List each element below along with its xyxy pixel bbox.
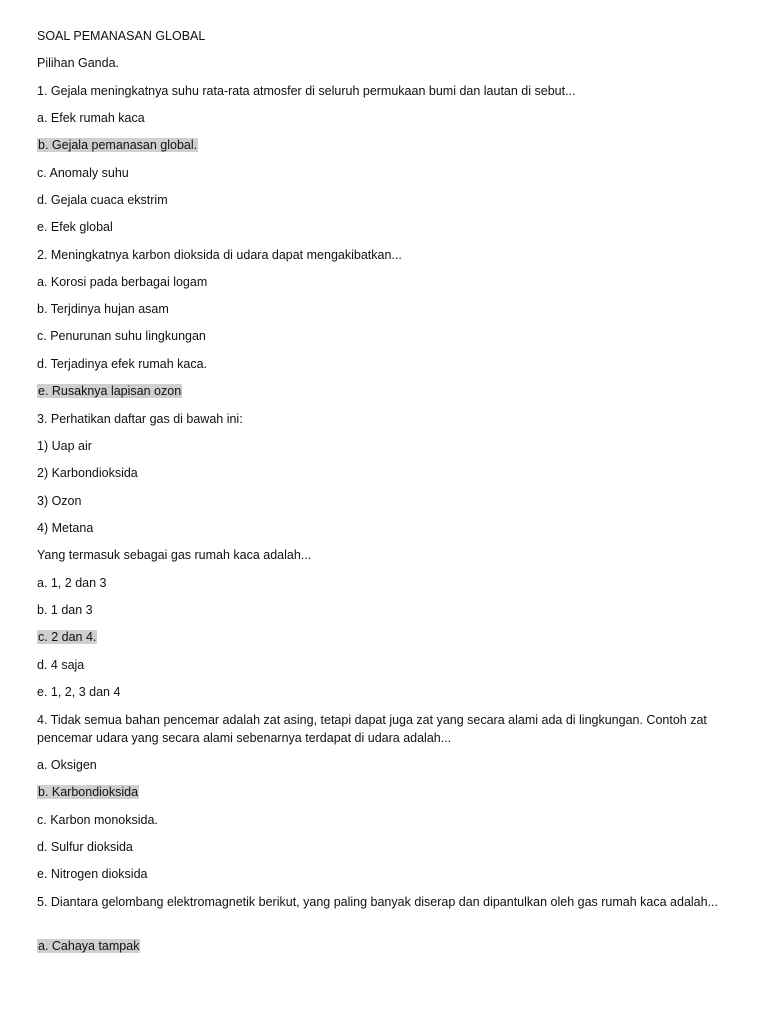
q3-prompt: Yang termasuk sebagai gas rumah kaca adalah... bbox=[37, 548, 312, 562]
question-2: 2. Meningkatnya karbon dioksida di udara dapat mengakibatkan... bbox=[37, 248, 402, 262]
q3-option-c-highlighted bbox=[37, 628, 97, 646]
q3-option-b: b. 1 dan 3 bbox=[37, 603, 93, 617]
q3-item-2: 2) Karbondioksida bbox=[37, 466, 138, 480]
q4-option-a: a. Oksigen bbox=[37, 758, 97, 772]
q1-option-c: c. Anomaly suhu bbox=[37, 166, 129, 180]
answer-highlight: a. Cahaya tampak bbox=[38, 939, 140, 953]
question-4: 4. Tidak semua bahan pencemar adalah zat asing, tetapi dapat juga zat yang secara alami ada di lingkungan. Contoh zat pencemar udara yang secara alami sebenarnya terdapat di udara adalah... bbox=[37, 713, 707, 745]
q3-item-4: 4) Metana bbox=[37, 521, 94, 535]
answer-highlight: c. 2 dan 4. bbox=[38, 630, 97, 644]
q3-option-a: a. 1, 2 dan 3 bbox=[37, 576, 107, 590]
question-5: 5. Diantara gelombang elektromagnetik berikut, yang paling banyak diserap dan dipantulkan oleh gas rumah kaca adalah... bbox=[37, 895, 718, 909]
q3-item-1: 1) Uap air bbox=[37, 439, 92, 453]
q4-option-d: d. Sulfur dioksida bbox=[37, 840, 133, 854]
q3-option-d: d. 4 saja bbox=[37, 658, 85, 672]
q3-option-e: e. 1, 2, 3 dan 4 bbox=[37, 685, 121, 699]
q4-option-e: e. Nitrogen dioksida bbox=[37, 867, 148, 881]
q2-option-b: b. Terjdinya hujan asam bbox=[37, 302, 169, 316]
question-3: 3. Perhatikan daftar gas di bawah ini: bbox=[37, 412, 243, 426]
answer-highlight: e. Rusaknya lapisan ozon bbox=[38, 384, 182, 398]
q2-option-c: c. Penurunan suhu lingkungan bbox=[37, 329, 206, 343]
q4-option-b-highlighted bbox=[37, 783, 139, 801]
q1-option-e: e. Efek global bbox=[37, 220, 113, 234]
document-title: SOAL PEMANASAN GLOBAL bbox=[37, 29, 206, 43]
q1-option-b-highlighted bbox=[37, 136, 198, 154]
q2-option-d: d. Terjadinya efek rumah kaca. bbox=[37, 357, 208, 371]
q5-option-a-highlighted bbox=[37, 937, 140, 955]
q2-option-e-highlighted bbox=[37, 382, 182, 400]
section-heading: Pilihan Ganda. bbox=[37, 56, 120, 70]
answer-highlight: b. Karbondioksida bbox=[38, 785, 139, 799]
q3-item-3: 3) Ozon bbox=[37, 494, 82, 508]
answer-highlight: b. Gejala pemanasan global. bbox=[38, 138, 198, 152]
q2-option-a: a. Korosi pada berbagai logam bbox=[37, 275, 208, 289]
q1-option-a: a. Efek rumah kaca bbox=[37, 111, 145, 125]
question-1: 1. Gejala meningkatnya suhu rata-rata atmosfer di seluruh permukaan bumi dan lautan di sebut... bbox=[37, 84, 576, 98]
q1-option-d: d. Gejala cuaca ekstrim bbox=[37, 193, 168, 207]
q4-option-c: c. Karbon monoksida. bbox=[37, 813, 158, 827]
